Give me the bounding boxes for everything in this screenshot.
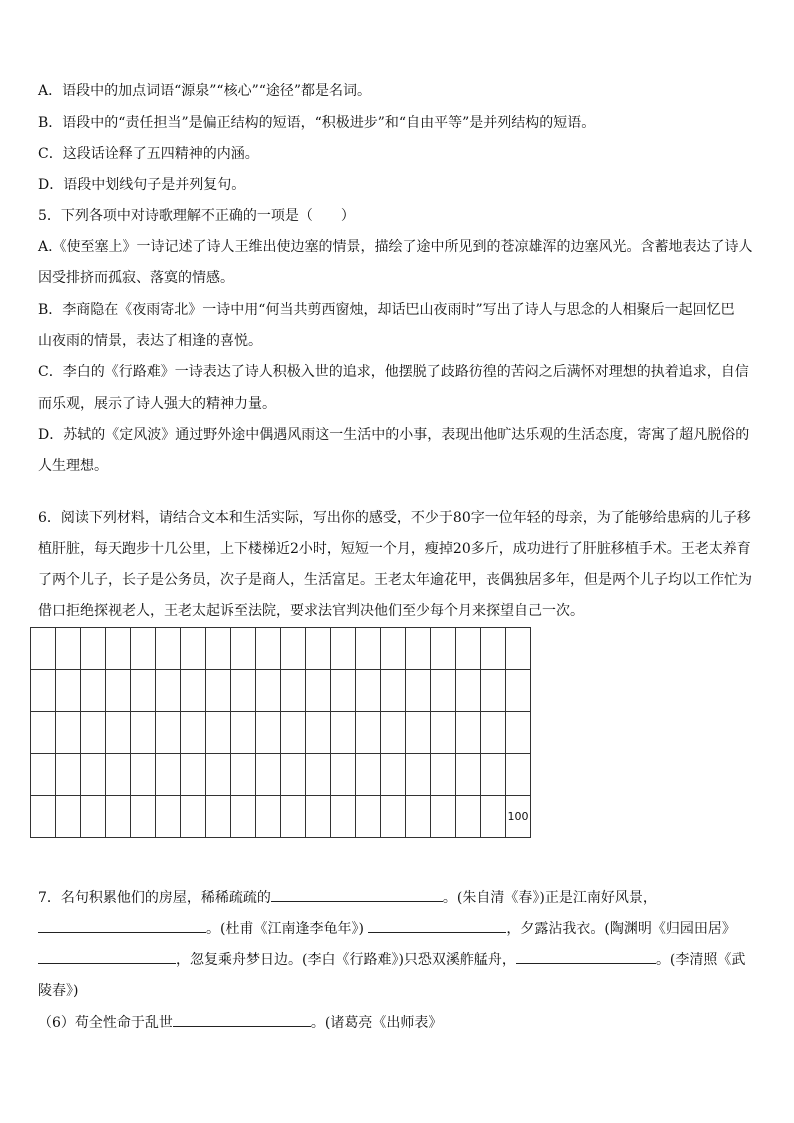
q5-option-d-line1: D．苏轼的《定风波》通过野外途中偶遇风雨这一生活中的小事，表现出他旷达乐观的生活态度，寄寓了超凡脱俗的 [38,427,750,443]
grid-cell[interactable] [181,754,206,796]
q5-stem: 5．下列各项中对诗歌理解不正确的一项是（ ） [38,208,355,224]
grid-cell[interactable] [331,628,356,670]
grid-cell[interactable] [431,796,456,838]
answer-blank[interactable] [173,1012,311,1027]
grid-cell[interactable] [181,628,206,670]
grid-cell[interactable] [406,712,431,754]
grid-cell[interactable] [231,712,256,754]
q7-line3-text-a: ，忽复乘舟梦日边。(李白《行路难》)只恐双溪舴艋舟， [176,952,516,968]
grid-cell-count-mark[interactable]: 100 [506,796,531,838]
grid-cell[interactable] [356,754,381,796]
grid-cell[interactable] [481,628,506,670]
grid-cell[interactable] [56,670,81,712]
grid-cell[interactable] [331,670,356,712]
grid-cell[interactable] [231,670,256,712]
grid-cell[interactable] [31,796,56,838]
grid-cell[interactable] [106,670,131,712]
grid-cell[interactable] [406,670,431,712]
grid-cell[interactable] [106,796,131,838]
q7-line5-text-b: 。(诸葛亮《出师表》 [310,1015,443,1031]
q5-option-b-line1: B．李商隐在《夜雨寄北》一诗中用“何当共剪西窗烛，却话巴山夜雨时”写出了诗人与思念的人相聚后一起回忆巴 [38,302,735,318]
grid-cell[interactable] [331,712,356,754]
grid-cell[interactable] [181,712,206,754]
grid-cell[interactable] [381,796,406,838]
grid-cell[interactable] [81,670,106,712]
q5-option-b-line2: 山夜雨的情景，表达了相逢的喜悦。 [38,333,262,349]
grid-cell[interactable] [381,712,406,754]
q4-option-b: B．语段中的“责任担当”是偏正结构的短语，“积极进步”和“自由平等”是并列结构的短语。 [38,115,596,131]
q7-line4: 陵春》) [38,983,79,999]
grid-cell[interactable] [256,754,281,796]
q7-line2 [38,918,736,939]
grid-cell[interactable] [456,796,481,838]
grid-cell[interactable] [306,712,331,754]
grid-cell[interactable] [31,670,56,712]
grid-cell[interactable] [81,754,106,796]
grid-cell[interactable] [506,670,531,712]
q5-option-a-line2: 因受排挤而孤寂、落寞的情感。 [38,270,234,286]
q6-line1: 6．阅读下列材料，请结合文本和生活实际，写出你的感受，不少于80字一位年轻的母亲，为了能够给患病的儿子移 [38,510,751,526]
grid-cell[interactable] [306,670,331,712]
grid-cell[interactable] [206,796,231,838]
grid-cell[interactable] [181,670,206,712]
q7-line1 [38,887,657,908]
grid-cell[interactable] [181,796,206,838]
grid-cell[interactable] [506,754,531,796]
grid-cell[interactable] [231,628,256,670]
grid-cell[interactable] [56,628,81,670]
grid-cell[interactable] [106,628,131,670]
grid-cell[interactable] [481,712,506,754]
grid-cell[interactable] [131,754,156,796]
grid-cell[interactable] [231,754,256,796]
grid-cell[interactable] [406,796,431,838]
q7-line3-text-b: 。(李清照《武 [655,952,746,968]
grid-cell[interactable] [381,670,406,712]
q7-line2-text-b: ，夕露沾我衣。(陶渊明《归园田居》 [506,921,736,937]
grid-cell[interactable] [406,628,431,670]
grid-cell[interactable] [131,796,156,838]
grid-row [31,670,531,712]
grid-cell[interactable] [456,670,481,712]
grid-cell[interactable] [356,670,381,712]
grid-cell[interactable] [356,712,381,754]
grid-cell[interactable] [281,712,306,754]
grid-cell[interactable] [306,628,331,670]
grid-cell[interactable] [281,754,306,796]
grid-cell[interactable] [456,712,481,754]
grid-cell[interactable] [231,796,256,838]
grid-cell[interactable] [56,754,81,796]
grid-cell[interactable] [356,628,381,670]
grid-cell[interactable] [456,754,481,796]
q7-line5 [38,1012,442,1033]
grid-cell[interactable] [131,628,156,670]
q6-line3: 了两个儿子，长子是公务员，次子是商人，生活富足。王老太年逾花甲，丧偶独居多年，但是两个儿子均以工作忙为 [38,572,752,588]
grid-cell[interactable] [431,628,456,670]
grid-cell[interactable] [406,754,431,796]
grid-cell[interactable] [156,628,181,670]
q7-line3 [38,949,745,970]
grid-cell[interactable] [131,712,156,754]
grid-cell[interactable] [256,628,281,670]
grid-cell[interactable] [381,754,406,796]
grid-row [31,712,531,754]
grid-cell[interactable] [281,670,306,712]
q7-line5-text-a: （6）苟全性命于乱世 [38,1015,173,1031]
grid-cell[interactable] [306,796,331,838]
grid-cell[interactable] [156,712,181,754]
grid-cell[interactable] [81,712,106,754]
q5-option-c-line1: C．李白的《行路难》一诗表达了诗人积极入世的追求，他摆脱了歧路彷徨的苦闷之后满怀对理想的执着追求，自信 [38,364,749,380]
grid-row [31,796,531,838]
grid-cell[interactable] [206,628,231,670]
writing-grid [30,627,531,838]
grid-cell[interactable] [481,670,506,712]
grid-cell[interactable] [131,670,156,712]
q6-line2: 植肝脏，每天跑步十几公里，上下楼梯近2小时，短短一个月，瘦掉20多斤，成功进行了肝脏移植手术。王老太养育 [38,541,751,557]
grid-cell[interactable] [56,712,81,754]
grid-cell[interactable] [381,628,406,670]
grid-cell[interactable] [156,670,181,712]
q7-line1-text-a: 7．名句积累他们的房屋，稀稀疏疏的 [38,890,271,906]
grid-cell[interactable] [256,796,281,838]
q5-option-d-line2: 人生理想。 [38,458,108,474]
answer-blank[interactable] [516,949,656,964]
answer-blank[interactable] [368,918,506,933]
grid-cell[interactable] [281,628,306,670]
answer-blank[interactable] [38,949,176,964]
grid-row [31,628,531,670]
grid-cell[interactable] [431,754,456,796]
q7-line1-text-b: 。(朱自清《春》)正是江南好风景， [442,890,657,906]
grid-cell[interactable] [306,754,331,796]
q4-option-c: C．这段话诠释了五四精神的内涵。 [38,146,259,162]
grid-cell[interactable] [281,796,306,838]
q4-option-d: D．语段中划线句子是并列复句。 [38,177,246,193]
q7-line2-text-a: 。(杜甫《江南逢李龟年》) [206,921,364,937]
grid-cell[interactable] [356,796,381,838]
grid-cell[interactable] [31,754,56,796]
grid-cell[interactable] [106,712,131,754]
grid-cell[interactable] [31,628,56,670]
grid-cell[interactable] [206,670,231,712]
grid-cell[interactable] [506,628,531,670]
grid-cell[interactable] [56,796,81,838]
grid-cell[interactable] [331,796,356,838]
grid-cell[interactable] [106,754,131,796]
grid-row [31,754,531,796]
answer-blank[interactable] [271,887,443,902]
grid-cell[interactable] [456,628,481,670]
grid-cell[interactable] [331,754,356,796]
q6-line4: 借口拒绝探视老人，王老太起诉至法院，要求法官判决他们至少每个月来探望自己一次。 [38,603,584,619]
grid-cell[interactable] [506,712,531,754]
grid-cell[interactable] [81,796,106,838]
grid-cell[interactable] [31,712,56,754]
grid-cell[interactable] [481,754,506,796]
q5-option-a-line1: A.《使至塞上》一诗记述了诗人王维出使边塞的情景，描绘了途中所见到的苍凉雄浑的边塞风光。含蓄地表达了诗人 [38,239,753,255]
grid-cell[interactable] [81,628,106,670]
grid-cell[interactable] [206,754,231,796]
grid-cell[interactable] [206,712,231,754]
grid-cell[interactable] [431,712,456,754]
grid-cell[interactable] [156,754,181,796]
q4-option-a: A．语段中的加点词语“源泉”“核心”“途径”都是名词。 [38,83,372,99]
grid-cell[interactable] [256,670,281,712]
answer-blank[interactable] [38,918,206,933]
grid-cell[interactable] [156,796,181,838]
q5-option-c-line2: 而乐观，展示了诗人强大的精神力量。 [38,396,276,412]
grid-cell[interactable] [256,712,281,754]
grid-cell[interactable] [431,670,456,712]
grid-cell[interactable] [481,796,506,838]
